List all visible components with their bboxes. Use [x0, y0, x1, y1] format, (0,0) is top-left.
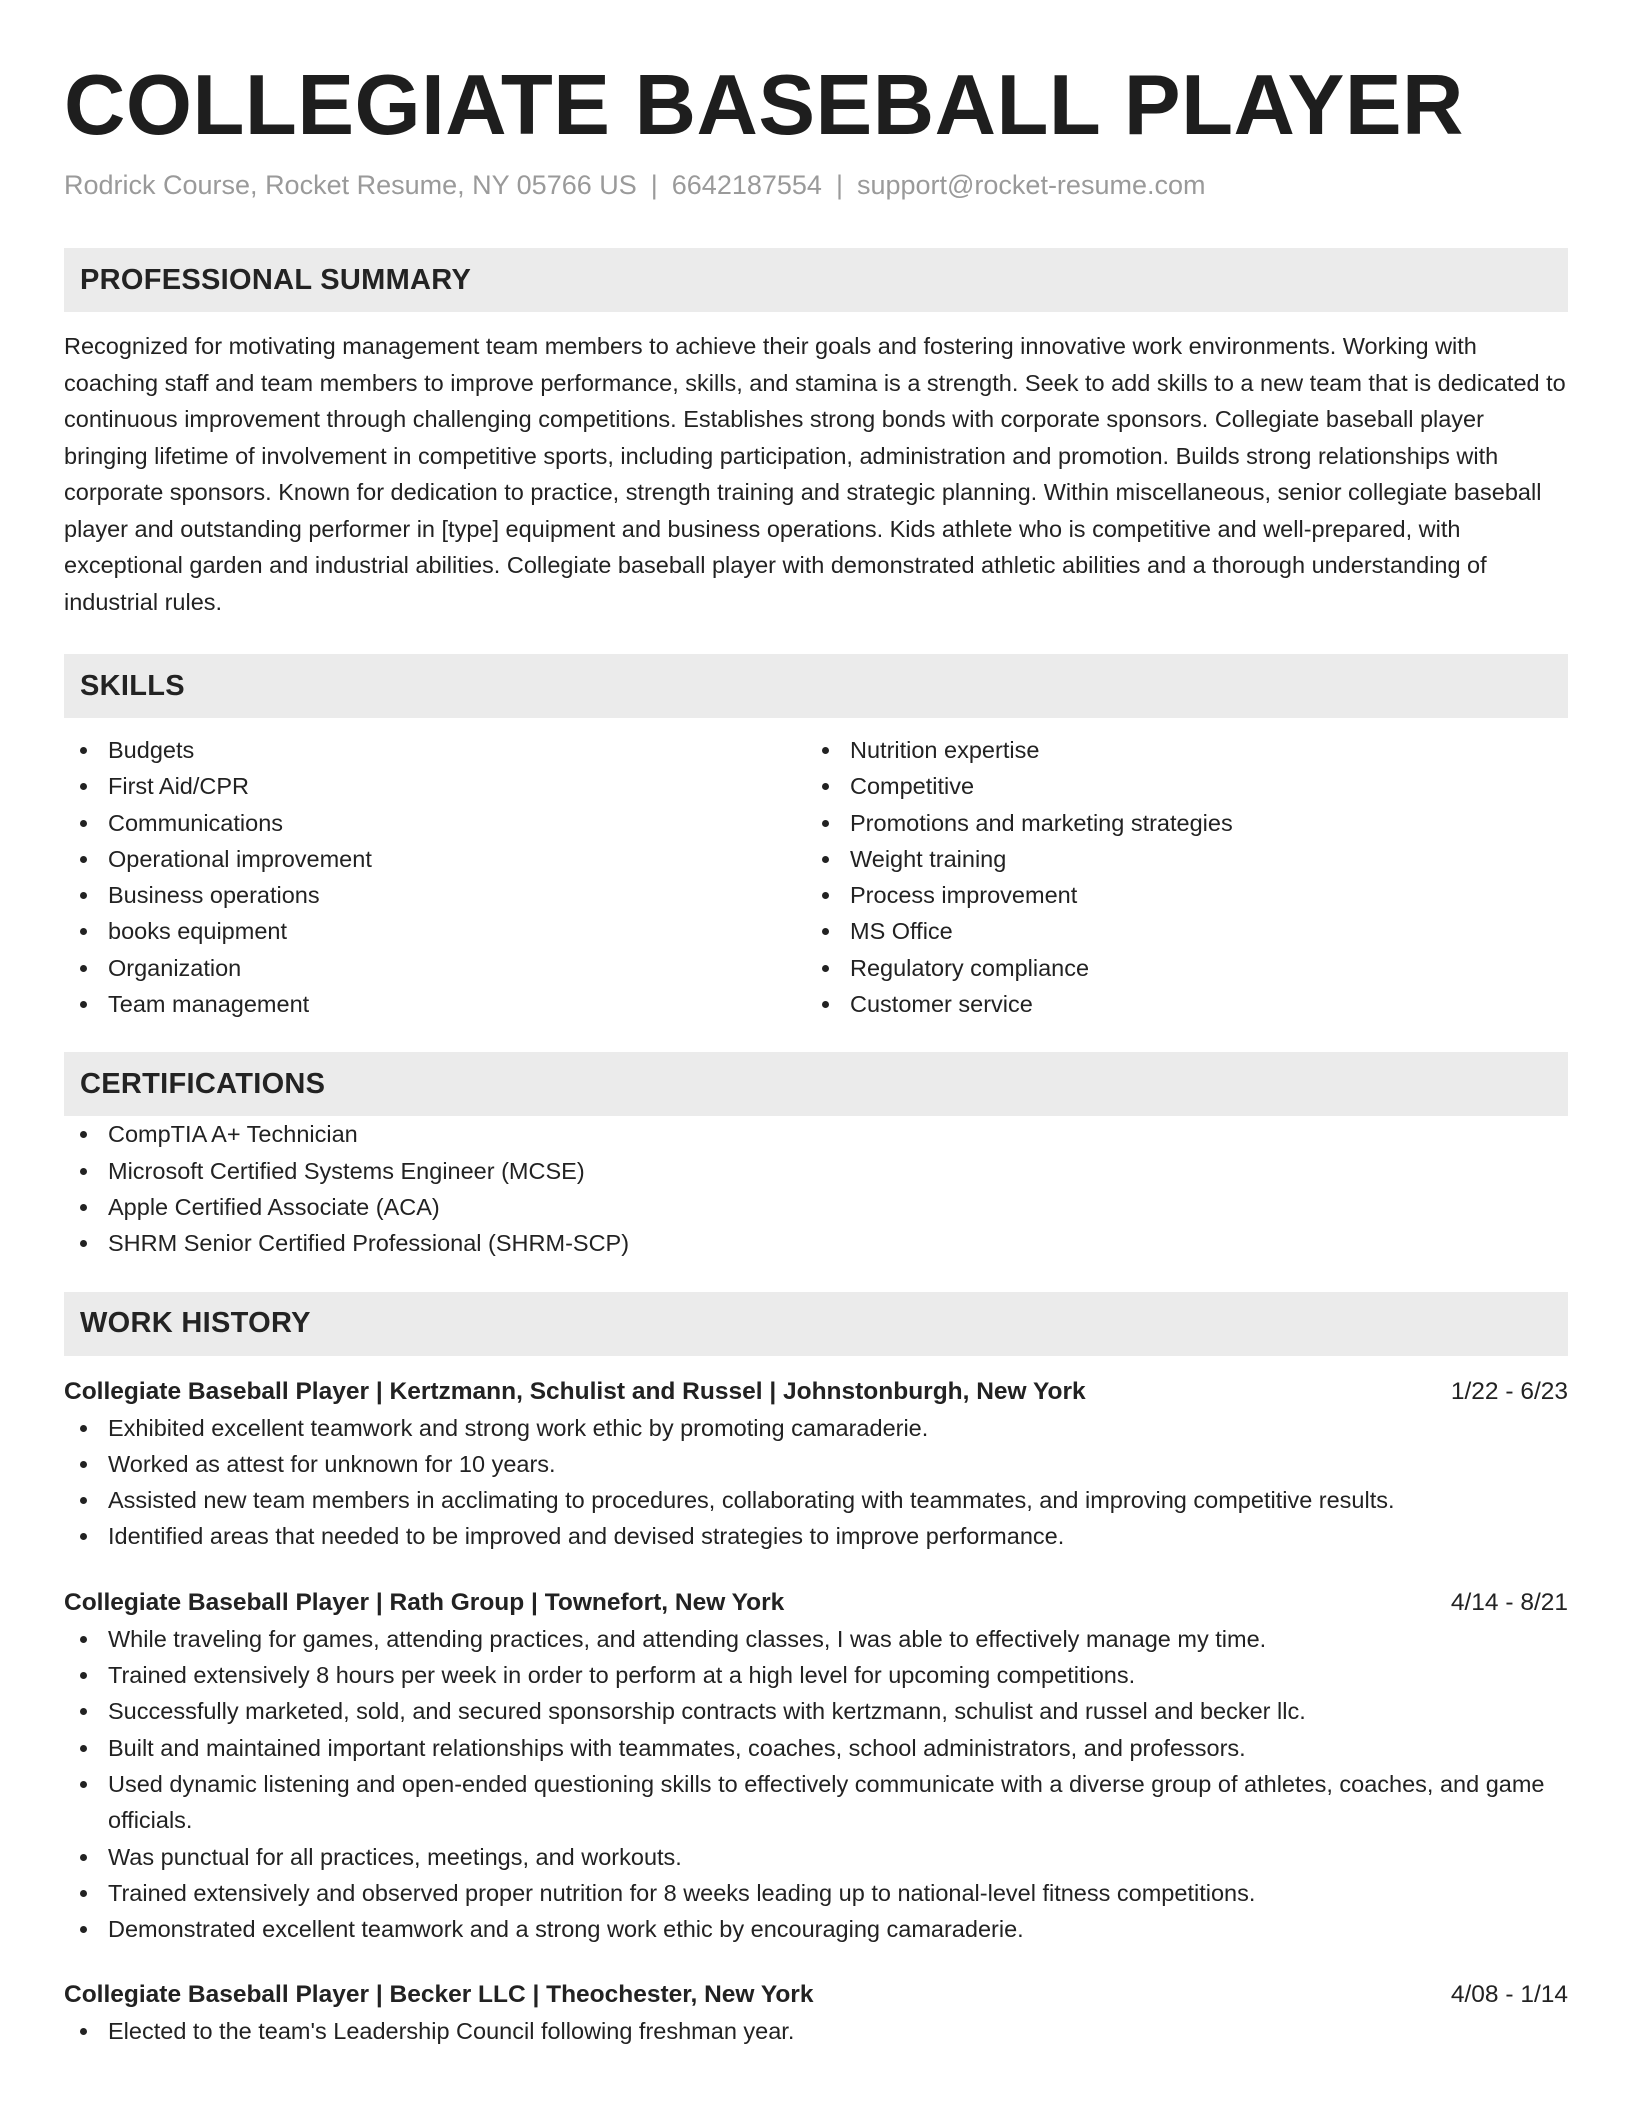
section-heading-skills: SKILLS: [64, 654, 1568, 718]
skill-item: Nutrition expertise: [806, 732, 1548, 768]
section-heading-certifications: CERTIFICATIONS: [64, 1052, 1568, 1116]
job-bullet: Used dynamic listening and open-ended questioning skills to effectively communicate with a diverse group of athletes, coaches, and game officials.: [64, 1766, 1568, 1839]
skill-item: Weight training: [806, 841, 1548, 877]
skill-item: Competitive: [806, 768, 1548, 804]
job-bullet: Assisted new team members in acclimating to procedures, collaborating with teammates, and improving competitive results.: [64, 1482, 1568, 1518]
certification-item: Microsoft Certified Systems Engineer (MCSE): [64, 1153, 1568, 1189]
job-bullet: Demonstrated excellent teamwork and a strong work ethic by encouraging camaraderie.: [64, 1911, 1568, 1947]
certification-item: SHRM Senior Certified Professional (SHRM-SCP): [64, 1225, 1568, 1261]
skill-item: Team management: [64, 986, 806, 1022]
job-header: [64, 1977, 1568, 2013]
certification-item: Apple Certified Associate (ACA): [64, 1189, 1568, 1225]
skills-column-left: [64, 732, 806, 1022]
job-bullet: Successfully marketed, sold, and secured sponsorship contracts with kertzmann, schulist and russel and becker llc.: [64, 1693, 1568, 1729]
skill-item: First Aid/CPR: [64, 768, 806, 804]
job-header: [64, 1585, 1568, 1621]
job-dates: 1/22 - 6/23: [1450, 1377, 1568, 1405]
contact-separator: |: [650, 170, 658, 200]
contact-phone: 6642187554: [671, 170, 822, 200]
skill-item: MS Office: [806, 913, 1548, 949]
skill-item: Business operations: [64, 877, 806, 913]
skill-item: Organization: [64, 950, 806, 986]
certification-item: CompTIA A+ Technician: [64, 1116, 1568, 1152]
job-bullet: Was punctual for all practices, meetings, and workouts.: [64, 1839, 1568, 1875]
skill-item: Operational improvement: [64, 841, 806, 877]
skill-item: Regulatory compliance: [806, 950, 1548, 986]
certifications-list: [64, 1116, 1568, 1261]
skill-item: Process improvement: [806, 877, 1548, 913]
skill-item: books equipment: [64, 913, 806, 949]
job-bullet: Trained extensively and observed proper nutrition for 8 weeks leading up to national-level fitness competitions.: [64, 1875, 1568, 1911]
contact-line: [64, 168, 1568, 202]
job-bullet-list: [64, 2013, 1568, 2049]
section-heading-summary: PROFESSIONAL SUMMARY: [64, 248, 1568, 312]
candidate-title: COLLEGIATE BASEBALL PLAYER: [64, 58, 1464, 153]
job-dates: 4/14 - 8/21: [1450, 1588, 1568, 1616]
job-entry: [64, 1585, 1568, 1948]
job-bullet: Exhibited excellent teamwork and strong work ethic by promoting camaraderie.: [64, 1410, 1568, 1446]
contact-email: support@rocket-resume.com: [856, 170, 1206, 200]
skill-item: Promotions and marketing strategies: [806, 805, 1548, 841]
contact-address: Rodrick Course, Rocket Resume, NY 05766 US: [64, 170, 637, 200]
contact-separator: |: [835, 170, 843, 200]
summary-text: Recognized for motivating management team members to achieve their goals and fostering innovative work environments. Working with coaching staff and team members to improve performance, skills, and stamina is a strength. Seek to add skills to a new team that is dedicated to continuous improvement through challenging competitions. Establishes strong bonds with corporate sponsors. Collegiate baseball player bringing lifetime of involvement in competitive sports, including participation, administration and promotion. Builds strong relationships with corporate sponsors. Known for dedication to practice, strength training and strategic planning. Within miscellaneous, senior collegiate baseball player and outstanding performer in [type] equipment and business operations. Kids athlete who is competitive and well-prepared, with exceptional garden and industrial abilities. Collegiate baseball player with demonstrated athletic abilities and a thorough understanding of industrial rules.: [64, 333, 1566, 615]
job-bullet: Built and maintained important relationships with teammates, coaches, school administrators, and professors.: [64, 1730, 1568, 1766]
job-header: [64, 1374, 1568, 1410]
job-title: Collegiate Baseball Player | Kertzmann, Schulist and Russel | Johnstonburgh, New York: [64, 1377, 1086, 1405]
job-bullet-list: [64, 1410, 1568, 1555]
job-dates: 4/08 - 1/14: [1450, 1981, 1568, 2009]
section-heading-work-history: WORK HISTORY: [64, 1292, 1568, 1356]
job-bullet: Worked as attest for unknown for 10 years.: [64, 1446, 1568, 1482]
job-entry: [64, 1977, 1568, 2049]
job-bullet: While traveling for games, attending practices, and attending classes, I was able to effectively manage my time.: [64, 1621, 1568, 1657]
skill-item: Budgets: [64, 732, 806, 768]
job-title: Collegiate Baseball Player | Rath Group | Townefort, New York: [64, 1588, 785, 1616]
skills-list: [64, 732, 1568, 1022]
resume-page: [64, 0, 1568, 2050]
skill-item: Communications: [64, 805, 806, 841]
job-bullet-list: [64, 1621, 1568, 1948]
job-bullet: Elected to the team's Leadership Council following freshman year.: [64, 2013, 1568, 2049]
job-bullet: Trained extensively 8 hours per week in order to perform at a high level for upcoming competitions.: [64, 1657, 1568, 1693]
skill-item: Customer service: [806, 986, 1548, 1022]
job-title: Collegiate Baseball Player | Becker LLC | Theochester, New York: [64, 1981, 814, 2009]
job-entry: [64, 1374, 1568, 1555]
job-bullet: Identified areas that needed to be improved and devised strategies to improve performance.: [64, 1518, 1568, 1554]
skills-column-right: [806, 732, 1548, 1022]
